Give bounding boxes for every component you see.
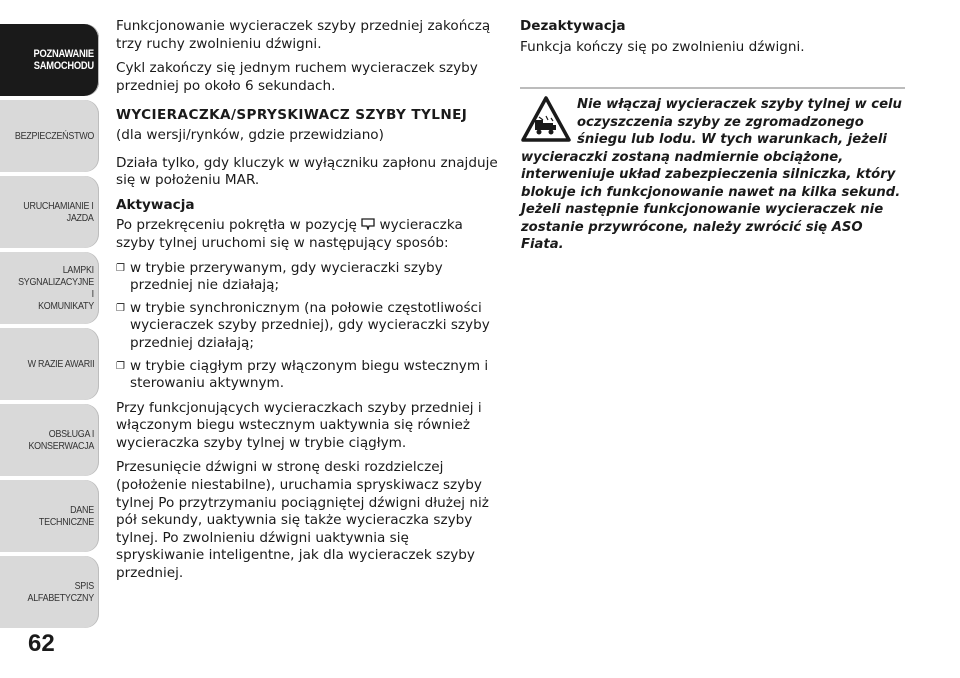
- tab-bezpieczenstwo[interactable]: [0, 100, 99, 172]
- warning-triangle-icon: [521, 96, 571, 142]
- checkbox-bullet-icon: ❐: [116, 360, 125, 372]
- tab-label: SPIS ALFABETYCZNY: [27, 580, 94, 604]
- section-subheading: (dla wersji/rynków, gdzie przewidziano): [116, 126, 384, 143]
- paragraph: Działa tylko, gdy kluczyk w wyłączniku zapłonu znajduje się w położeniu MAR.: [116, 154, 498, 189]
- deactivation-title: Dezaktywacja: [520, 18, 626, 34]
- paragraph: Funkcjonowanie wycieraczek szyby przedniej zakończą trzy ruchy zwolnieniu dźwigni.: [116, 18, 491, 52]
- tab-spis-alfabetyczny[interactable]: [0, 556, 99, 628]
- tab-label: POZNAWANIE SAMOCHODU: [33, 48, 94, 72]
- checkbox-bullet-icon: ❐: [116, 302, 125, 314]
- list-item: ❐ w trybie ciągłym przy włączonym biegu wstecznym i sterowaniu aktywnym.: [116, 357, 489, 392]
- tab-lampki-sygnalizacyjne[interactable]: [0, 252, 99, 324]
- tab-poznawanie-samochodu[interactable]: [0, 24, 99, 96]
- checkbox-bullet-icon: ❐: [116, 262, 125, 274]
- paragraph: Przy funkcjonujących wycieraczkach szyby przedniej i włączonym biegu wstecznym uaktywnia się również wycieraczka szyby tylnej w trybie ciągłym.: [116, 399, 482, 451]
- tab-label: BEZPIECZEŃSTWO: [14, 130, 94, 142]
- tab-uruchamianie-i-jazda[interactable]: [0, 176, 99, 248]
- activation-title: Aktywacja: [116, 196, 195, 213]
- deactivation-text: Funkcja kończy się po zwolnieniu dźwigni.: [520, 38, 805, 55]
- paragraph: Przesunięcie dźwigni w stronę deski rozdzielczej (położenie niestabilne), uruchamia spryskiwacz szyby tylnej Po przytrzymaniu pociągniętej dźwigni dłużej niż pół sekundy, uaktywnia się także wycieraczka szyby tylnej. Po zwolnieniu dźwigni uaktywnia się spryskiwanie inteligentne, jak dla wycieraczek szyby przedniej.: [116, 459, 489, 582]
- right-column: [520, 18, 910, 63]
- list-item: ❐ w trybie przerywanym, gdy wycieraczki szyby przedniej nie działają;: [116, 259, 443, 294]
- paragraph: Cykl zakończy się jednym ruchem wycieraczek szyby przedniej po około 6 sekundach.: [116, 60, 478, 94]
- activation-paragraph: [116, 217, 500, 252]
- page-number: 62: [28, 630, 55, 657]
- tab-label: W RAZIE AWARII: [27, 358, 94, 370]
- activation-text-before: Po przekręceniu pokrętła w pozycję: [116, 217, 357, 234]
- left-column: [116, 18, 500, 590]
- list-item: ❐ w trybie synchronicznym (na połowie częstotliwości wycieraczek szyby przedniej), gdy wycieraczki szyby przedniej działają;: [116, 299, 490, 351]
- tab-obsluga-i-konserwacja[interactable]: [0, 404, 99, 476]
- tab-label: URUCHAMIANIE I JAZDA: [23, 200, 94, 224]
- warning-text: Nie włączaj wycieraczek szyby tylnej w celu oczyszczenia szyby ze zgromadzonego śniegu lub lodu. W tych warunkach, jeżeli wycieraczki zostaną nadmiernie obciążone, interweniuje układ zabezpieczenia silniczka, który blokuje ich funkcjonowanie nawet na kilka sekund. Jeżeli następnie funkcjonowanie wycieraczek nie zostanie przywrócone, należy zwrócić się ASO Fiata.: [521, 97, 902, 252]
- warning-box: [521, 96, 906, 254]
- tab-label: DANE TECHNICZNE: [38, 504, 94, 528]
- section-heading: WYCIERACZKA/SPRYSKIWACZ SZYBY TYLNEJ: [116, 107, 468, 124]
- activation-text-after: wycieraczka szyby tylnej uruchomi się w następujący sposób:: [116, 217, 463, 251]
- tab-dane-techniczne[interactable]: [0, 480, 99, 552]
- rear-wiper-icon: [361, 218, 375, 230]
- warning-divider: [520, 87, 905, 89]
- tab-label: OBSŁUGA I KONSERWACJA: [28, 428, 94, 452]
- tab-w-razie-awarii[interactable]: [0, 328, 99, 400]
- tab-label: LAMPKI SYGNALIZACYJNE I KOMUNIKATY: [18, 264, 94, 312]
